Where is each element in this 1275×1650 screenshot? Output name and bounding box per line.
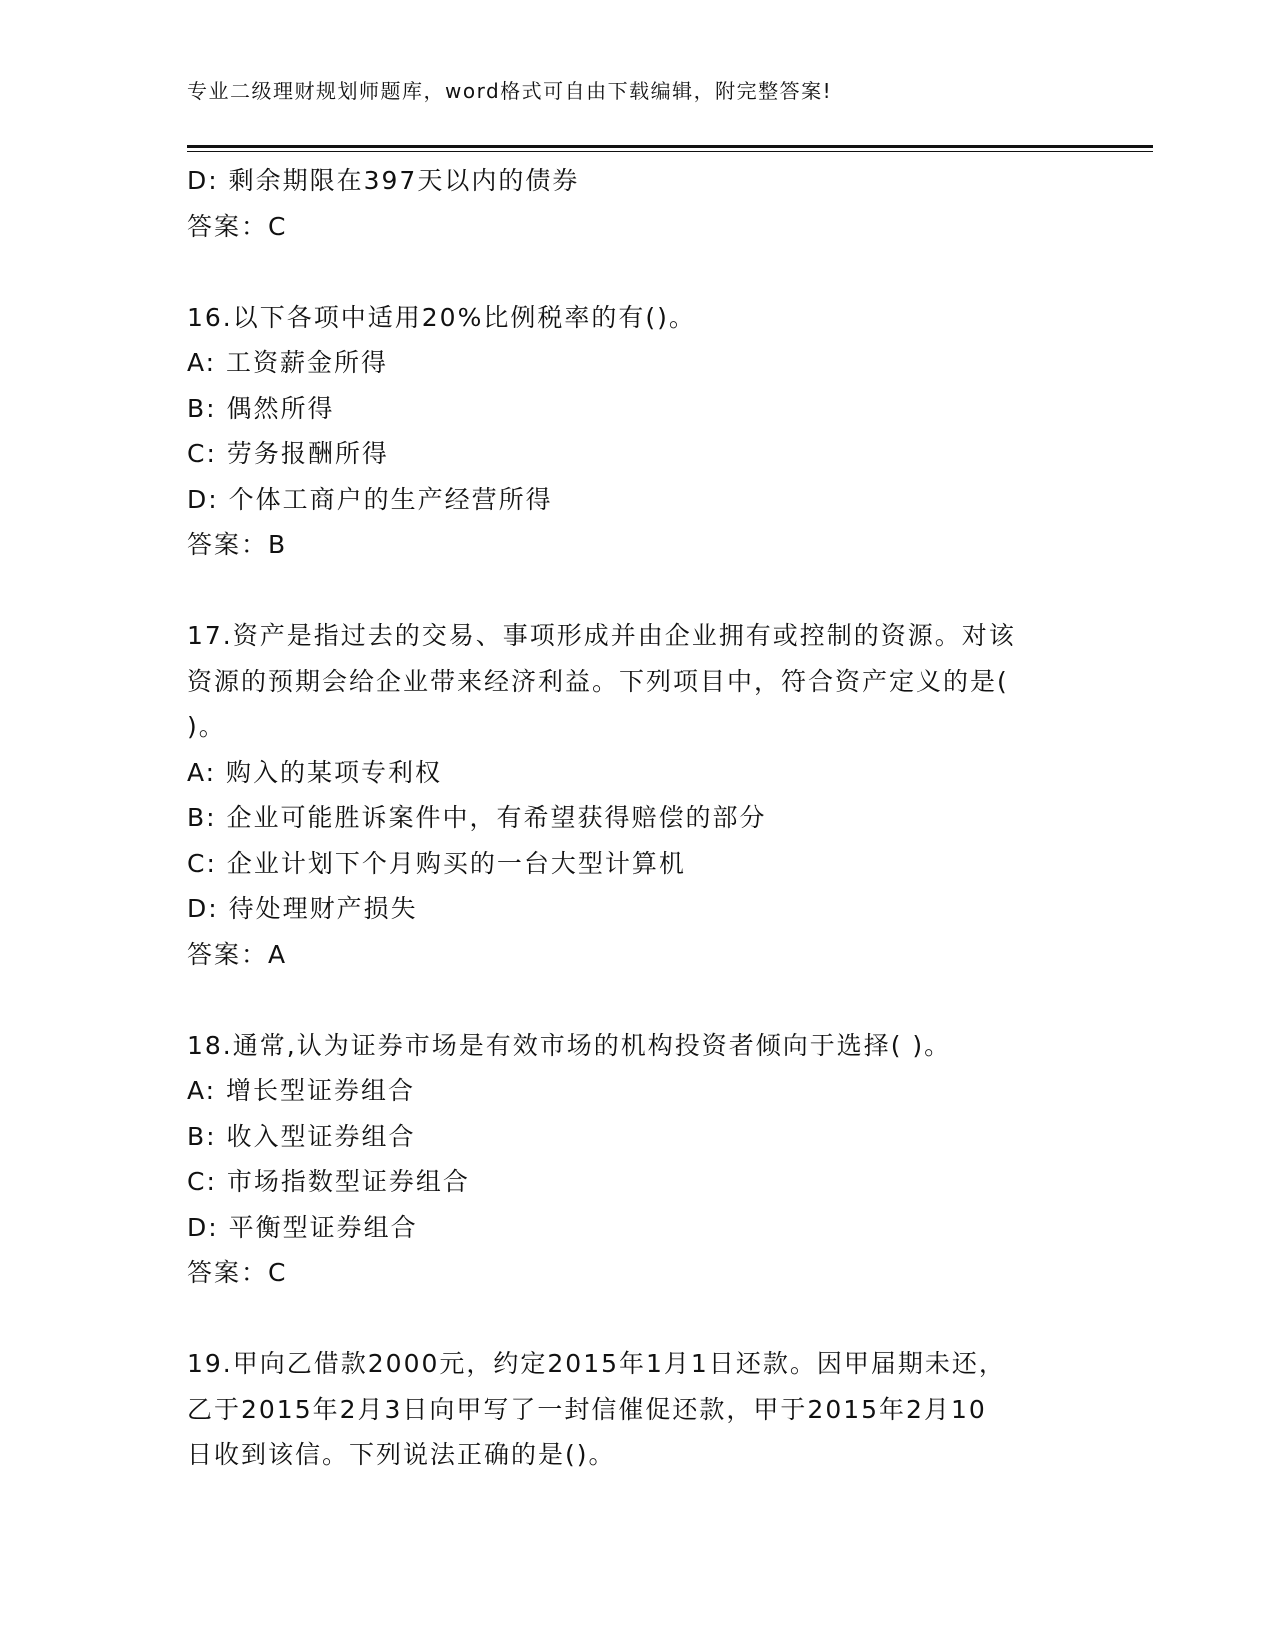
question-16 [187, 295, 1087, 568]
answer: 答案：C [187, 1258, 288, 1287]
option-b: B: 偶然所得 [187, 393, 335, 423]
option-d-fragment: D: 剩余期限在397天以内的债券 [187, 166, 580, 195]
question-stem: 18.通常,认为证券市场是有效市场的机构投资者倾向于选择( )。 [187, 1030, 952, 1060]
question-stem: 资源的预期会给企业带来经济利益。下列项目中，符合资产定义的是( [187, 666, 1009, 696]
option-a: A: 增长型证券组合 [187, 1076, 416, 1105]
header-divider-thick [187, 145, 1153, 148]
question-stem: 乙于2015年2月3日向甲写了一封信催促还款，甲于2015年2月10 [187, 1394, 987, 1424]
option-c: C: 市场指数型证券组合 [187, 1167, 470, 1196]
option-d: D: 待处理财产损失 [187, 894, 418, 923]
option-a: A: 购入的某项专利权 [187, 757, 443, 787]
answer: 答案：B [187, 530, 288, 559]
option-b: B: 企业可能胜诉案件中，有希望获得赔偿的部分 [187, 803, 767, 832]
document-body [187, 158, 1087, 1478]
option-d: D: 个体工商户的生产经营所得 [187, 484, 553, 514]
question-18 [187, 1023, 1087, 1296]
option-d: D: 平衡型证券组合 [187, 1212, 418, 1242]
question-17 [187, 613, 1087, 977]
question-stem: 19.甲向乙借款2000元，约定2015年1月1日还款。因甲届期未还， [187, 1349, 1006, 1378]
option-a: A: 工资薪金所得 [187, 348, 389, 377]
option-c: C: 劳务报酬所得 [187, 439, 389, 468]
question-stem: 17.资产是指过去的交易、事项形成并由企业拥有或控制的资源。对该 [187, 621, 1016, 650]
question-19 [187, 1341, 1087, 1478]
answer: 答案：A [187, 939, 288, 969]
answer-fragment: 答案：C [187, 211, 288, 241]
header-divider-thin [187, 151, 1153, 152]
question-stem: )。 [187, 712, 226, 741]
page-header-text: 专业二级理财规划师题库，word格式可自由下载编辑，附完整答案! [187, 79, 833, 103]
question-stem: 日收到该信。下列说法正确的是()。 [187, 1440, 616, 1469]
option-b: B: 收入型证券组合 [187, 1121, 416, 1151]
question-stem: 16.以下各项中适用20%比例税率的有()。 [187, 302, 696, 332]
option-c: C: 企业计划下个月购买的一台大型计算机 [187, 848, 686, 878]
